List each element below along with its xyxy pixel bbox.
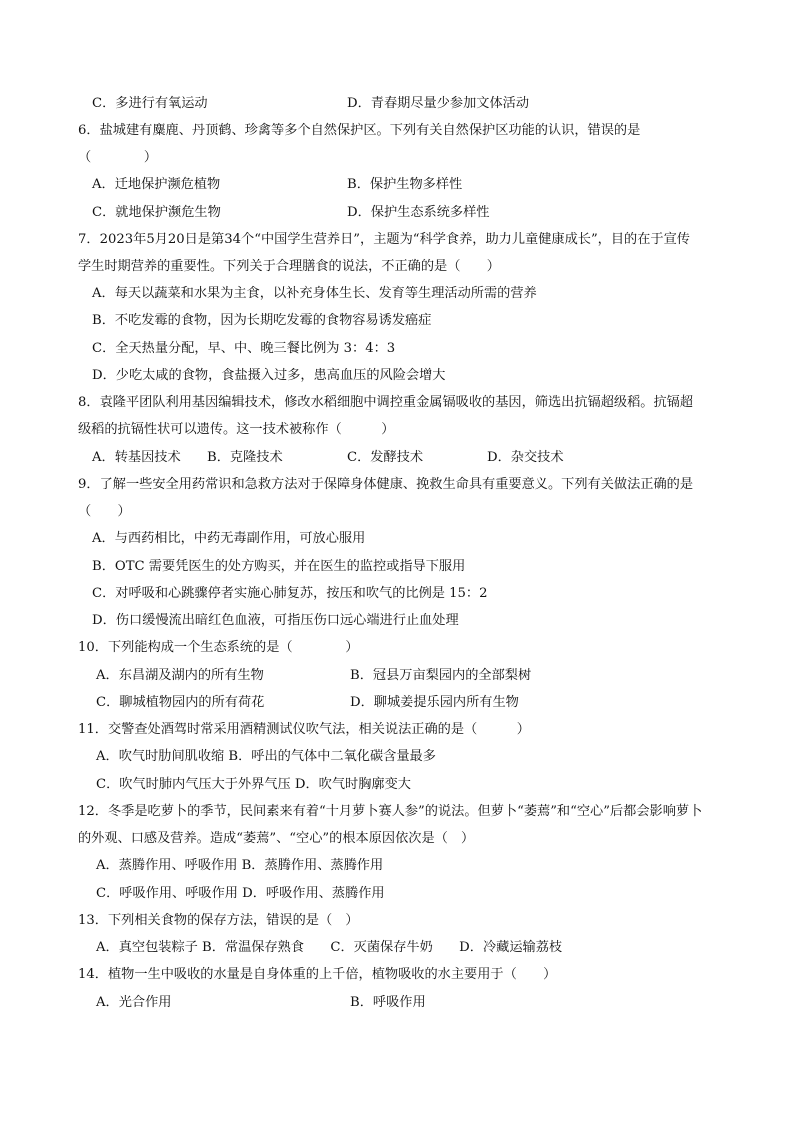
q12-options-cd: C．呼吸作用、呼吸作用 D．呼吸作用、蒸腾作用 [96, 886, 385, 901]
q7-stem-cont: 学生时期营养的重要性。下列关于合理膳食的说法，不正确的是（ ） [78, 259, 500, 274]
q11-stem: 11．交警查处酒驾时常采用酒精测试仪吹气法，相关说法正确的是（ ） [78, 722, 530, 737]
q8-options-ab: A．转基因技术 B．克隆技术 [92, 450, 283, 465]
q12-stem-cont: 的外观、口感及营养。造成“萎蔫”、“空心”的根本原因依次是（ ） [78, 831, 475, 846]
q13-options: A．真空包装粽子 B．常温保存熟食 C．灭菌保存牛奶 D．冷藏运输荔枝 [96, 940, 563, 955]
q7-option-b: B．不吃发霉的食物，因为长期吃发霉的食物容易诱发癌症 [92, 313, 432, 328]
q9-option-c: C．对呼吸和心跳骤停者实施心肺复苏，按压和吹气的比例是 15：2 [92, 586, 488, 601]
q12-stem: 12．冬季是吃萝卜的季节，民间素来有着“十月萝卜赛人参”的说法。但萝卜“萎蔫”和“空心”后都会影响萝卜 [78, 804, 703, 819]
q10-option-c: C．聊城植物园内的所有荷花 [96, 695, 265, 710]
q6-blank: （ ） [78, 150, 158, 165]
q6-option-d: D．保护生态系统多样性 [347, 205, 490, 220]
q13-stem: 13．下列相关食物的保存方法，错误的是（ ） [78, 913, 359, 928]
q8-stem: 8．袁隆平团队利用基因编辑技术，修改水稻细胞中调控重金属镉吸收的基因，筛选出抗镉超级稻。抗镉超 [78, 395, 694, 410]
q8-option-c: C．发酵技术 [347, 450, 424, 465]
q9-option-b: B．OTC 需要凭医生的处方购买，并在医生的监控或指导下服用 [92, 559, 466, 574]
q7-option-c: C．全天热量分配，早、中、晚三餐比例为 3：4：3 [92, 341, 396, 356]
q5-option-d: D．青春期尽量少参加文体活动 [347, 96, 530, 111]
q6-stem: 6．盐城建有麋鹿、丹顶鹤、珍禽等多个自然保护区。下列有关自然保护区功能的认识，错误的是 [78, 123, 641, 138]
q7-stem: 7．2023年5月20日是第34个“中国学生营养日”，主题为“科学食养，助力儿童健康成长”，目的在于宣传 [78, 232, 690, 247]
q7-option-d: D．少吃太咸的食物，食盐摄入过多，患高血压的风险会增大 [92, 368, 446, 383]
q10-stem: 10．下列能构成一个生态系统的是（ ） [78, 640, 359, 655]
q10-option-b: B．冠县万亩梨园内的全部梨树 [350, 668, 532, 683]
q11-options-cd: C．吹气时肺内气压大于外界气压 D．吹气时胸廓变大 [96, 777, 411, 792]
q14-option-a: A．光合作用 [96, 995, 172, 1010]
q7-option-a: A．每天以蔬菜和水果为主食，以补充身体生长、发育等生理活动所需的营养 [92, 286, 537, 301]
q9-option-a: A．与西药相比，中药无毒副作用，可放心服用 [92, 531, 366, 546]
q8-option-d: D．杂交技术 [487, 450, 564, 465]
q10-option-d: D．聊城姜提乐园内所有生物 [350, 695, 519, 710]
q10-option-a: A．东昌湖及湖内的所有生物 [96, 668, 264, 683]
q8-stem-cont: 级稻的抗镉性状可以遗传。这一技术被称作（ ） [78, 422, 395, 437]
q11-options-ab: A．吹气时肋间肌收缩 B．呼出的气体中二氧化碳含量最多 [96, 749, 436, 764]
q9-option-d: D．伤口缓慢流出暗红色血液，可指压伤口远心端进行止血处理 [92, 613, 459, 628]
q12-options-ab: A．蒸腾作用、呼吸作用 B．蒸腾作用、蒸腾作用 [96, 858, 384, 873]
q6-option-a: A．迁地保护濒危植物 [92, 177, 221, 192]
q9-blank: （ ） [78, 504, 131, 519]
q6-option-c: C．就地保护濒危生物 [92, 205, 221, 220]
q14-option-b: B．呼吸作用 [350, 995, 426, 1010]
q14-stem: 14．植物一生中吸收的水量是自身体重的上千倍，植物吸收的水主要用于（ ） [78, 967, 557, 982]
q9-stem: 9．了解一些安全用药常识和急救方法对于保障身体健康、挽救生命具有重要意义。下列有关做法正确的是 [78, 477, 694, 492]
q6-option-b: B．保护生物多样性 [347, 177, 463, 192]
q5-option-c: C．多进行有氧运动 [92, 96, 208, 111]
